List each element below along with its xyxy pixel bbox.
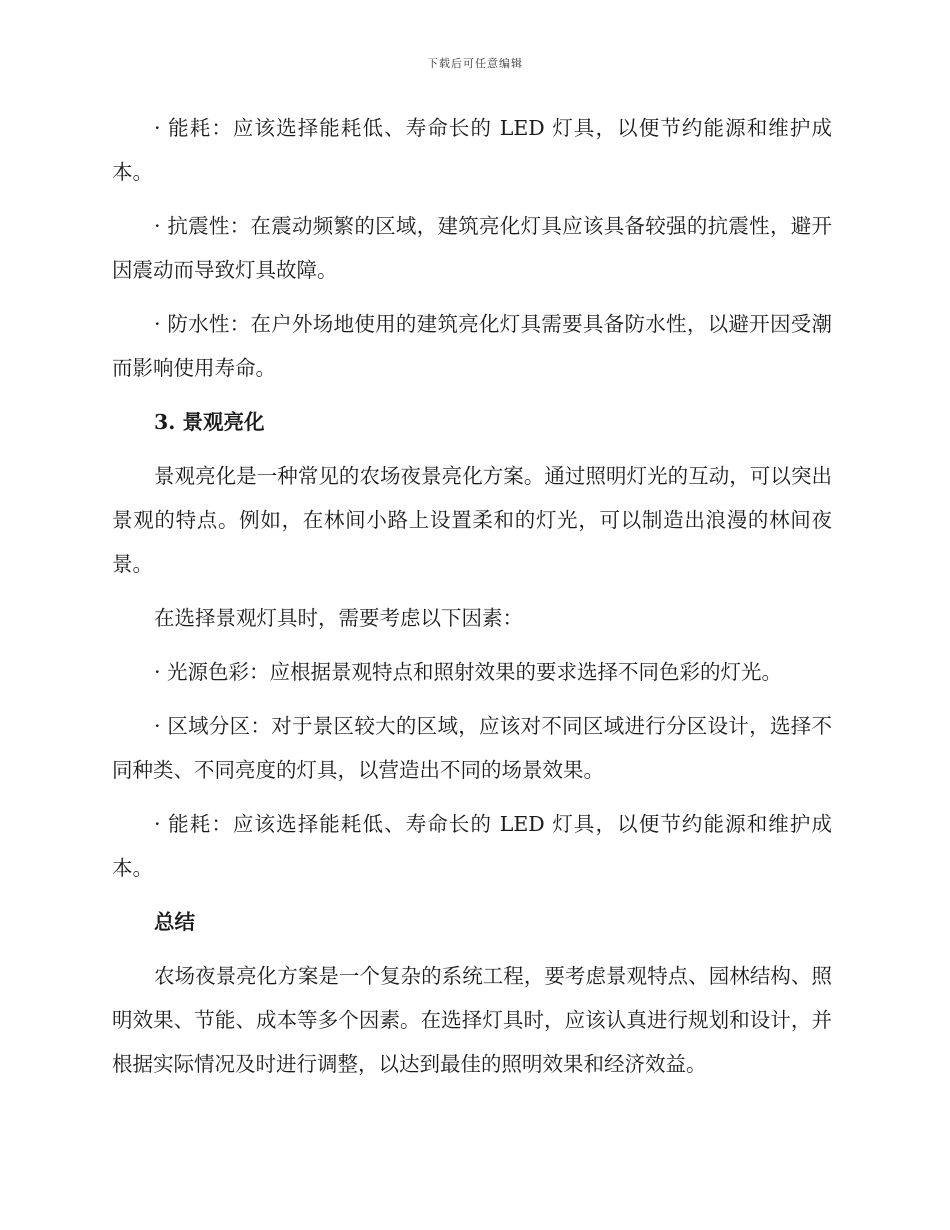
bullet-light-color: · 光源色彩：应根据景观特点和照射效果的要求选择不同色彩的灯光。 [154,660,783,684]
paragraph-factors-intro: 在选择景观灯具时，需要考虑以下因素： [154,606,523,630]
bullet-waterproof: · 防水性：在户外场地使用的建筑亮化灯具需要具备防水性，以避开因受潮而影响使用寿命。 [112,312,832,380]
document-body [112,106,832,1096]
bullet-energy-landscape: · 能耗：应该选择能耗低、寿命长的 LED 灯具，以便节约能源和维护成本。 [112,812,832,880]
section-heading-landscape: 3. 景观亮化 [154,410,265,434]
bullet-energy-building: · 能耗：应该选择能耗低、寿命长的 LED 灯具，以便节约能源和维护成本。 [112,116,832,184]
section-heading-summary: 总结 [154,910,195,934]
paragraph-summary: 农场夜景亮化方案是一个复杂的系统工程，要考虑景观特点、园林结构、照明效果、节能、成本等多个因素。在选择灯具时，应该认真进行规划和设计，并根据实际情况及时进行调整，以达到最佳的照明效果和经济效益。 [112,964,832,1076]
paragraph-landscape-intro: 景观亮化是一种常见的农场夜景亮化方案。通过照明灯光的互动，可以突出景观的特点。例如，在林间小路上设置柔和的灯光，可以制造出浪漫的林间夜景。 [112,464,832,576]
page-header: 下载后可任意编辑 [427,57,523,70]
bullet-zoning: · 区域分区：对于景区较大的区域，应该对不同区域进行分区设计，选择不同种类、不同亮度的灯具，以营造出不同的场景效果。 [112,714,832,782]
bullet-seismic: · 抗震性：在震动频繁的区域，建筑亮化灯具应该具备较强的抗震性，避开因震动而导致灯具故障。 [112,214,832,282]
